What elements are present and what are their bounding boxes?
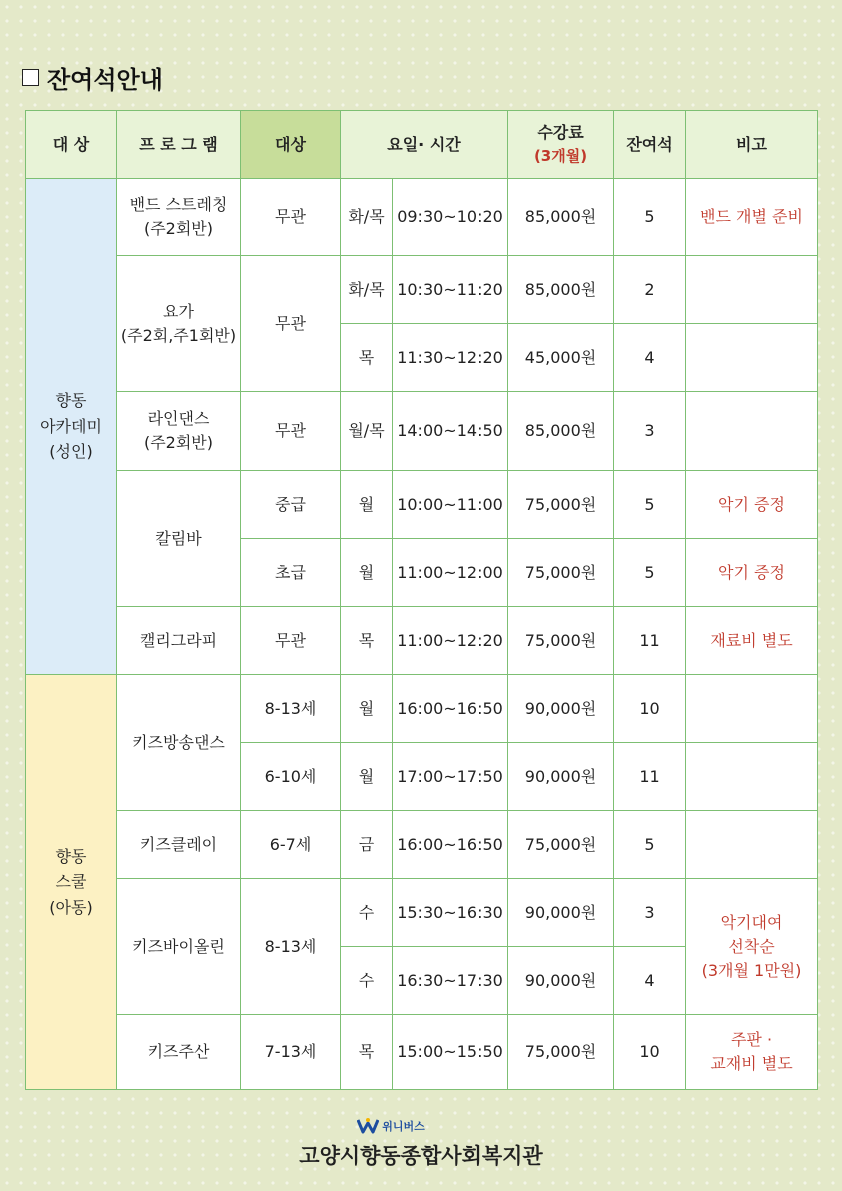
table-row <box>26 811 818 879</box>
logo-text: 위니버스 <box>382 1120 425 1133</box>
group-kids-cell <box>26 675 117 1090</box>
fee-cell: 90,000원 <box>508 879 614 947</box>
audience-cell: 무관 <box>241 256 341 392</box>
fee-cell: 85,000원 <box>508 392 614 471</box>
program-cell <box>117 675 241 811</box>
program-cell <box>117 879 241 1015</box>
fee-cell: 90,000원 <box>508 743 614 811</box>
audience-cell: 무관 <box>241 607 341 675</box>
seats-cell: 3 <box>614 879 686 947</box>
program-name: 키즈주산 <box>147 1042 210 1061</box>
table-row <box>26 1015 818 1090</box>
table-row <box>26 392 818 471</box>
remark-line: 재료비 별도 <box>710 630 793 650</box>
remark-line: 교재비 별도 <box>710 1054 793 1073</box>
seats-cell: 3 <box>614 392 686 471</box>
group-kids-line: (아동) <box>49 897 93 917</box>
day-cell: 목 <box>341 607 393 675</box>
day-cell: 수 <box>341 879 393 947</box>
program-cell <box>117 811 241 879</box>
table-row <box>26 256 818 324</box>
time-cell: 09:30~10:20 <box>393 179 508 256</box>
audience-cell: 무관 <box>241 392 341 471</box>
remark-line: 밴드 개별 준비 <box>700 207 803 226</box>
remark-cell <box>686 471 818 539</box>
fee-cell: 75,000원 <box>508 1015 614 1090</box>
program-cell <box>117 392 241 471</box>
time-cell: 11:00~12:00 <box>393 539 508 607</box>
program-cell <box>117 179 241 256</box>
table-row <box>26 471 818 539</box>
organization-logo <box>357 1118 425 1134</box>
seats-cell: 5 <box>614 179 686 256</box>
fee-cell: 75,000원 <box>508 539 614 607</box>
remark-cell <box>686 1015 818 1090</box>
remark-line: 악기 증정 <box>718 562 785 582</box>
time-cell: 17:00~17:50 <box>393 743 508 811</box>
table-header-row <box>26 111 818 179</box>
day-cell: 금 <box>341 811 393 879</box>
time-cell: 11:00~12:20 <box>393 607 508 675</box>
time-cell: 15:30~16:30 <box>393 879 508 947</box>
seats-cell: 2 <box>614 256 686 324</box>
program-name: 키즈바이올린 <box>132 936 225 956</box>
day-cell: 월 <box>341 675 393 743</box>
remark-cell <box>686 675 818 743</box>
program-name: 키즈클레이 <box>139 834 218 854</box>
seats-cell: 4 <box>614 947 686 1015</box>
day-cell: 월 <box>341 539 393 607</box>
program-name: 키즈방송댄스 <box>132 732 225 752</box>
remaining-seats-table <box>25 110 818 1090</box>
remark-cell <box>686 607 818 675</box>
remark-line: 악기 증정 <box>718 494 785 514</box>
program-detail: (주2회반) <box>143 433 214 452</box>
time-cell: 16:00~16:50 <box>393 675 508 743</box>
program-cell <box>117 607 241 675</box>
fee-cell: 75,000원 <box>508 471 614 539</box>
audience-cell: 중급 <box>241 471 341 539</box>
time-cell: 15:00~15:50 <box>393 1015 508 1090</box>
day-cell: 목 <box>341 1015 393 1090</box>
day-cell: 수 <box>341 947 393 1015</box>
winiverse-logo-icon <box>357 1118 379 1134</box>
remark-line: 선착순 <box>728 936 775 956</box>
table-row <box>26 675 818 743</box>
table-row <box>26 179 818 256</box>
fee-cell: 90,000원 <box>508 947 614 1015</box>
time-cell: 16:00~16:50 <box>393 811 508 879</box>
fee-cell: 75,000원 <box>508 607 614 675</box>
seats-cell: 5 <box>614 811 686 879</box>
time-cell: 10:30~11:20 <box>393 256 508 324</box>
remark-line: 주판 · <box>730 1030 773 1049</box>
organization-name: 고양시향동종합사회복지관 <box>299 1144 543 1168</box>
time-cell: 11:30~12:20 <box>393 324 508 392</box>
footer <box>0 1118 842 1170</box>
table-row <box>26 607 818 675</box>
time-cell: 10:00~11:00 <box>393 471 508 539</box>
remark-cell <box>686 324 818 392</box>
time-cell: 16:30~17:30 <box>393 947 508 1015</box>
audience-cell: 8-13세 <box>241 879 341 1015</box>
seats-cell: 5 <box>614 539 686 607</box>
header-audience: 대상 <box>241 111 341 179</box>
fee-cell: 90,000원 <box>508 675 614 743</box>
day-cell: 화/목 <box>341 179 393 256</box>
table-row <box>26 879 818 947</box>
seats-cell: 5 <box>614 471 686 539</box>
remark-line: (3개월 1만원) <box>701 960 802 980</box>
day-cell: 목 <box>341 324 393 392</box>
header-fee-label: 수강료 <box>537 123 584 143</box>
audience-cell: 6-7세 <box>241 811 341 879</box>
header-day-time: 요일· 시간 <box>341 111 508 179</box>
audience-cell: 7-13세 <box>241 1015 341 1090</box>
seats-cell: 4 <box>614 324 686 392</box>
audience-cell: 무관 <box>241 179 341 256</box>
program-name: 라인댄스 <box>147 409 210 428</box>
program-cell <box>117 256 241 392</box>
remark-cell <box>686 179 818 256</box>
program-cell <box>117 471 241 607</box>
program-name: 칼림바 <box>155 528 202 548</box>
audience-cell: 초급 <box>241 539 341 607</box>
remark-cell <box>686 256 818 324</box>
remark-line: 악기대여 <box>720 912 783 932</box>
remark-cell <box>686 743 818 811</box>
program-name: 밴드 스트레칭 <box>129 195 228 214</box>
group-adult-line: (성인) <box>49 442 93 462</box>
header-seats: 잔여석 <box>614 111 686 179</box>
day-cell: 월 <box>341 743 393 811</box>
seats-cell: 11 <box>614 743 686 811</box>
program-name: 요가 <box>163 301 194 321</box>
audience-cell: 6-10세 <box>241 743 341 811</box>
header-fee <box>508 111 614 179</box>
group-kids-line: 향동 <box>55 846 87 866</box>
checkbox-square-icon <box>22 69 39 86</box>
fee-cell: 85,000원 <box>508 256 614 324</box>
header-program: 프 로 그 램 <box>117 111 241 179</box>
group-adult-line: 향동 <box>55 391 87 411</box>
page-title-text: 잔여석안내 <box>47 66 163 94</box>
remark-cell <box>686 539 818 607</box>
group-kids-line: 스쿨 <box>55 872 87 892</box>
header-remarks: 비고 <box>686 111 818 179</box>
time-cell: 14:00~14:50 <box>393 392 508 471</box>
fee-cell: 45,000원 <box>508 324 614 392</box>
header-fee-period: (3개월) <box>533 147 588 166</box>
seats-cell: 11 <box>614 607 686 675</box>
fee-cell: 85,000원 <box>508 179 614 256</box>
program-cell <box>117 1015 241 1090</box>
header-target-group: 대 상 <box>26 111 117 179</box>
program-detail: (주2회반) <box>143 219 214 238</box>
group-adult-cell <box>26 179 117 675</box>
remark-cell <box>686 392 818 471</box>
day-cell: 월/목 <box>341 392 393 471</box>
day-cell: 화/목 <box>341 256 393 324</box>
fee-cell: 75,000원 <box>508 811 614 879</box>
remark-cell <box>686 879 818 1015</box>
page-title <box>22 60 163 95</box>
seats-cell: 10 <box>614 675 686 743</box>
group-adult-line: 아카데미 <box>40 416 102 436</box>
program-name: 캘리그라피 <box>139 630 218 650</box>
seats-cell: 10 <box>614 1015 686 1090</box>
program-detail: (주2회,주1회반) <box>120 325 237 345</box>
remark-cell <box>686 811 818 879</box>
day-cell: 월 <box>341 471 393 539</box>
audience-cell: 8-13세 <box>241 675 341 743</box>
